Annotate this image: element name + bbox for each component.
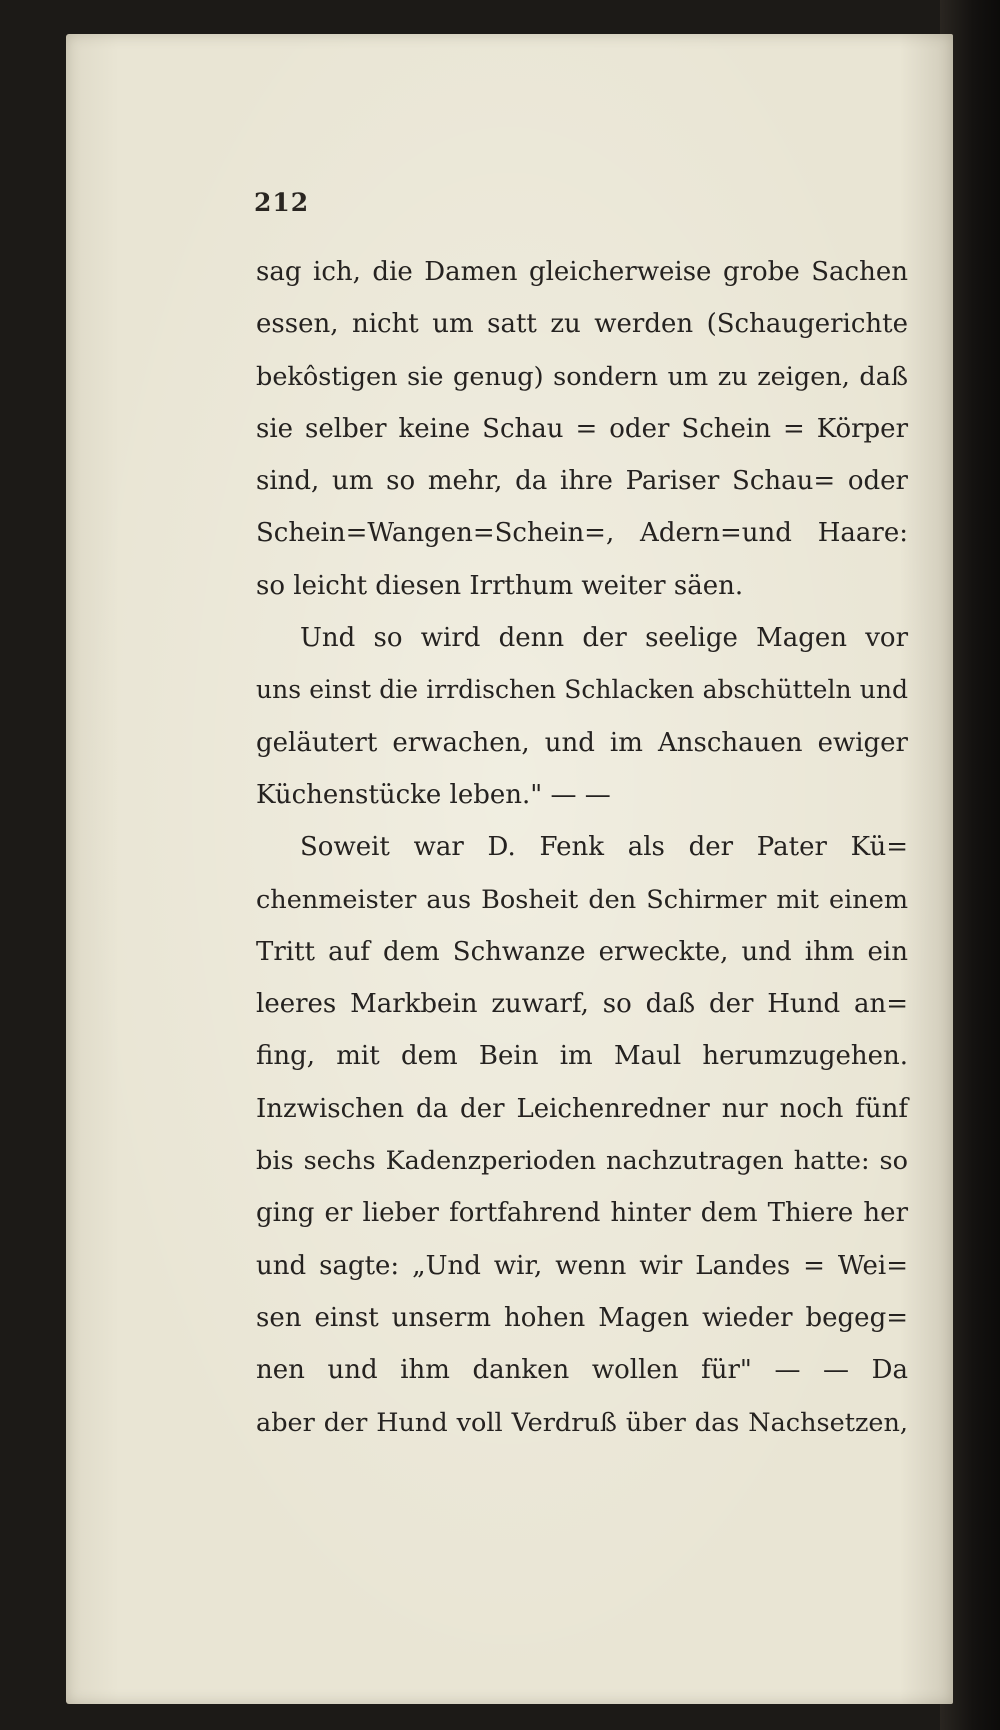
text-line: uns einst die irrdischen Schlacken abschütteln und (256, 675, 908, 705)
text-line: bekôstigen sie genug) sondern um zu zeigen, daß (256, 361, 908, 392)
text-line: chenmeister aus Bosheit den Schirmer mit einem (256, 884, 908, 915)
text-line: sind, um so mehr, da ihre Pariser Schau= oder (256, 466, 908, 497)
text-line: leeres Markbein zuwarf, so daß der Hund an= (256, 989, 908, 1020)
text-line: Schein=Wangen=Schein=, Adern=und Haare: (256, 518, 908, 549)
text-line: Tritt auf dem Schwanze erweckte, und ihm ein (256, 936, 908, 967)
page-number: 212 (254, 188, 310, 217)
text-line: geläutert erwachen, und im Anschauen ewiger (256, 727, 908, 758)
text-line: sen einst unserm hohen Magen wieder begeg= (256, 1302, 908, 1333)
text-line: fing, mit dem Bein im Maul herumzugehen. (256, 1041, 908, 1072)
text-line: sag ich, die Damen gleicherweise grobe Sachen (256, 257, 908, 287)
text-line: essen, nicht um satt zu werden (Schaugerichte (256, 309, 908, 340)
text-line: nen und ihm danken wollen für" — — Da (256, 1355, 908, 1386)
text-line: aber der Hund voll Verdruß über das Nachsetzen, (256, 1407, 908, 1438)
text-line: Küchenstücke leben." — — (256, 779, 611, 810)
text-line: Inzwischen da der Leichenredner nur noch fünf (256, 1093, 908, 1124)
text-line: Soweit war D. Fenk als der Pater Kü= (300, 832, 908, 863)
text-line: und sagte: „Und wir, wenn wir Landes = Wei= (256, 1250, 908, 1281)
text-line: so leicht diesen Irrthum weiter säen. (256, 570, 744, 601)
text-line: ging er lieber fortfahrend hinter dem Thiere her (256, 1198, 908, 1229)
text-line: sie selber keine Schau = oder Schein = Körper (256, 413, 908, 444)
body-text (256, 246, 908, 1449)
text-line: bis sechs Kadenzperioden nachzutragen hatte: so (256, 1146, 908, 1177)
text-line: Und so wird denn der seelige Magen vor (300, 623, 908, 654)
